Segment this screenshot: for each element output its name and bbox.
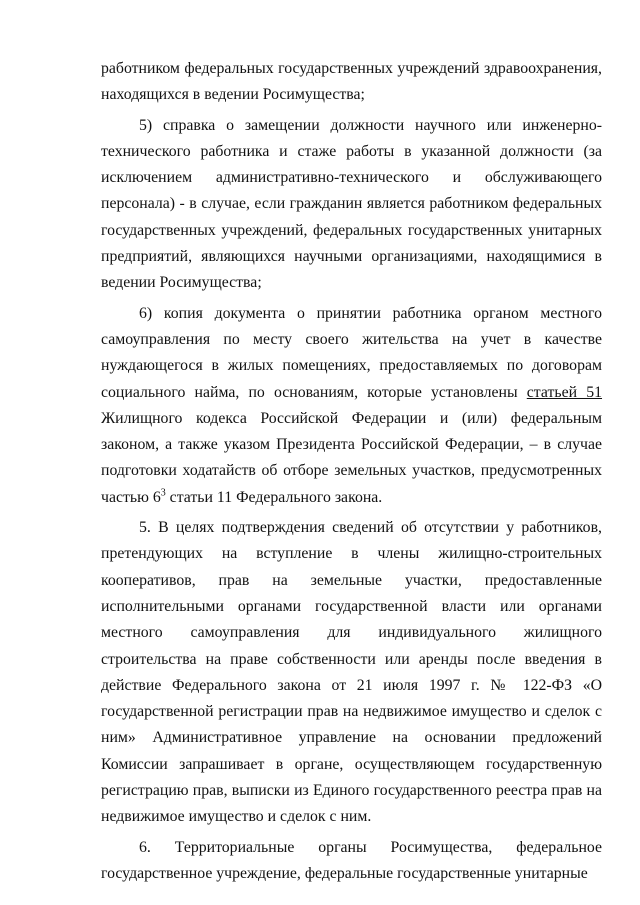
paragraph-continuation: работником федеральных государственных учреждений здравоохранения, находящихся в ведении Росимущества; <box>101 60 602 104</box>
paragraph-item-6-text-a: 6) копия документа о принятии работника органом местного самоуправления по месту своего жительства на учет в качестве нуждающегося в жилых помещениях, предоставляемых по договорам социального найма, по основаниям, которые установлены <box>101 304 602 401</box>
superscript-3: 3 <box>160 487 166 499</box>
paragraph-item-6 <box>101 301 602 511</box>
paragraph-section-5: 5. В целях подтверждения сведений об отсутствии у работников, претендующих на вступление в члены жилищно-строительных кооперативов, прав на земельные участки, предоставленные исполнительными органами государственной власти или органами местного самоуправления для индивидуального жилищного строительства на праве собственности или аренды после введения в действие Федерального закона от 21 июля 1997 г. № 122-ФЗ «О государственной регистрации прав на недвижимое имущество и сделок с ним» Административное управление на основании предложений Комиссии запрашивает в органе, осуществляющем государственную регистрацию прав, выписки из Единого государственного реестра прав на недвижимое имущество и сделок с ним. <box>101 519 602 826</box>
paragraph-item-6-text-c: статьи 11 Федерального закона. <box>165 488 383 506</box>
paragraph-section-6: 6. Территориальные органы Росимущества, федеральное государственное учреждение, федеральные государственные унитарные <box>101 838 602 882</box>
paragraph-item-6-text-b: Жилищного кодекса Российской Федерации и (или) федеральным законом, а также указом Президента Российской Федерации, – в случае подготовки ходатайств об отборе земельных участков, предусмотренных частью 6 <box>101 409 602 506</box>
statute-link[interactable]: статьей 51 <box>526 383 603 401</box>
paragraph-item-5: 5) справка о замещении должности научного или инженерно-технического работника и стаже работы в указанной должности (за исключением административно-технического и обслуживающего персонала) - в случае, если гражданин является работником федеральных государственных учреждений, федеральных государственных унитарных предприятий, являющихся научными организациями, находящимися в ведении Росимущества; <box>101 116 602 292</box>
